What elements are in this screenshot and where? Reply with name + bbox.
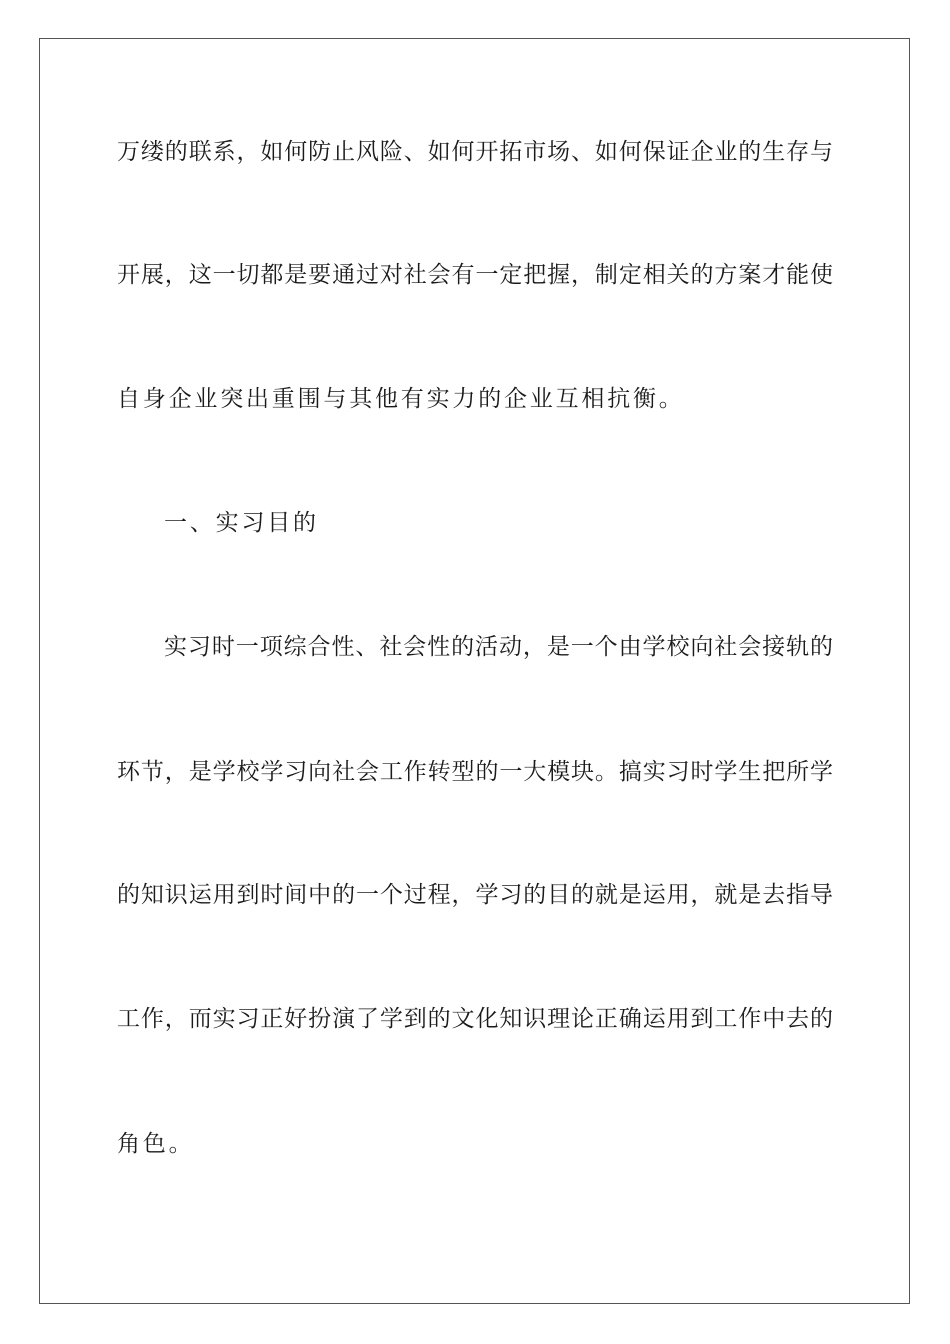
paragraph-line: 实习时一项综合性、社会性的活动，是一个由学校向社会接轨的 [164, 634, 833, 660]
paragraph-line: 的知识运用到时间中的一个过程，学习的目的就是运用，就是去指导 [117, 882, 833, 908]
paragraph-line: 工作，而实习正好扮演了学到的文化知识理论正确运用到工作中去的 [117, 1006, 833, 1032]
paragraph-line: 万缕的联系，如何防止风险、如何开拓市场、如何保证企业的生存与 [117, 139, 833, 165]
paragraph-line: 开展，这一切都是要通过对社会有一定把握，制定相关的方案才能使 [117, 262, 833, 288]
section-heading: 一、实习目的 [164, 510, 319, 536]
paragraph-line: 角色。 [117, 1131, 195, 1157]
paragraph-line: 自身企业突出重围与其他有实力的企业互相抗衡。 [117, 386, 685, 412]
paragraph-line: 环节，是学校学习向社会工作转型的一大模块。搞实习时学生把所学 [117, 759, 833, 785]
page-border [39, 38, 910, 1304]
